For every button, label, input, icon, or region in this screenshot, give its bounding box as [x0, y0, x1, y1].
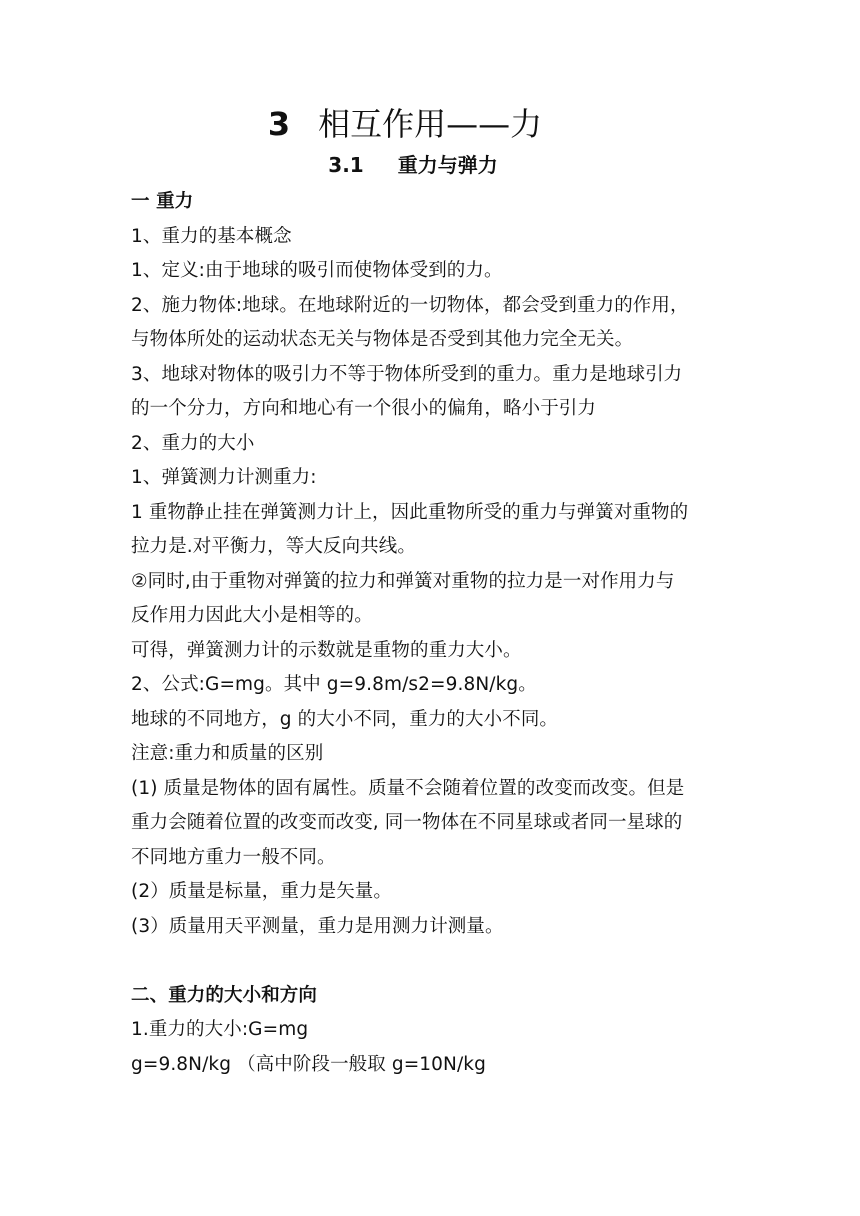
chapter-title-text: 相互作用——力 [318, 105, 543, 143]
paragraph-line: 重力会随着位置的改变而改变, 同一物体在不同星球或者同一星球的 [131, 812, 683, 833]
paragraph-line: 2、施力物体:地球。在地球附近的一切物体，都会受到重力的作用， [131, 294, 689, 316]
paragraph-line: 的一个分力，方向和地心有一个很小的偏角，略小于引力 [131, 398, 597, 419]
paragraph-line: 1 重物静止挂在弹簧测力计上，因此重物所受的重力与弹簧对重物的 [131, 501, 689, 523]
paragraph-line: 拉力是.对平衡力，等大反向共线。 [131, 536, 416, 557]
paragraph-line: 1、定义:由于地球的吸引而使物体受到的力。 [131, 260, 503, 281]
chapter-number: 3 [267, 105, 291, 143]
paragraph-line: ②同时,由于重物对弹簧的拉力和弹簧对重物的拉力是一对作用力与 [131, 570, 675, 592]
paragraph-line: 与物体所处的运动状态无关与物体是否受到其他力完全无关。 [131, 329, 634, 350]
formula-line: 2、公式:G=mg。其中 g=9.8m/s2=9.8N/kg。 [131, 674, 537, 695]
section-title-text: 重力与弹力 [397, 153, 498, 177]
blank-line [131, 944, 735, 979]
paragraph-line: 3、地球对物体的吸引力不等于物体所受到的重力。重力是地球引力 [131, 363, 683, 385]
document-body [131, 185, 735, 1082]
chapter-title [0, 100, 810, 148]
section-title [0, 148, 826, 182]
paragraph-line: 可得，弹簧测力计的示数就是重物的重力大小。 [131, 639, 522, 661]
paragraph-line: 地球的不同地方，g 的大小不同，重力的大小不同。 [131, 708, 559, 730]
paragraph-line: (1) 质量是物体的固有属性。质量不会随着位置的改变而改变。但是 [131, 777, 685, 799]
note-line: 注意:重力和质量的区别 [131, 743, 324, 764]
formula-line: 1.重力的大小:G=mg [131, 1019, 309, 1040]
paragraph-line: (3）质量用天平测量，重力是用测力计测量。 [131, 915, 504, 937]
subheading-gravity-magnitude: 2、重力的大小 [131, 432, 255, 454]
formula-line: g=9.8N/kg （高中阶段一般取 g=10N/kg [131, 1053, 486, 1075]
paragraph-line: 不同地方重力一般不同。 [131, 846, 336, 868]
paragraph-line: 1、弹簧测力计测重力: [131, 467, 317, 488]
paragraph-line: (2）质量是标量，重力是矢量。 [131, 881, 392, 902]
subheading-basic-concept: 1、重力的基本概念 [131, 225, 292, 247]
heading-gravity-direction: 二、重力的大小和方向 [131, 984, 318, 1006]
heading-gravity: 一 重力 [131, 191, 194, 212]
section-number: 3.1 [328, 153, 364, 177]
paragraph-line: 反作用力因此大小是相等的。 [131, 605, 373, 626]
